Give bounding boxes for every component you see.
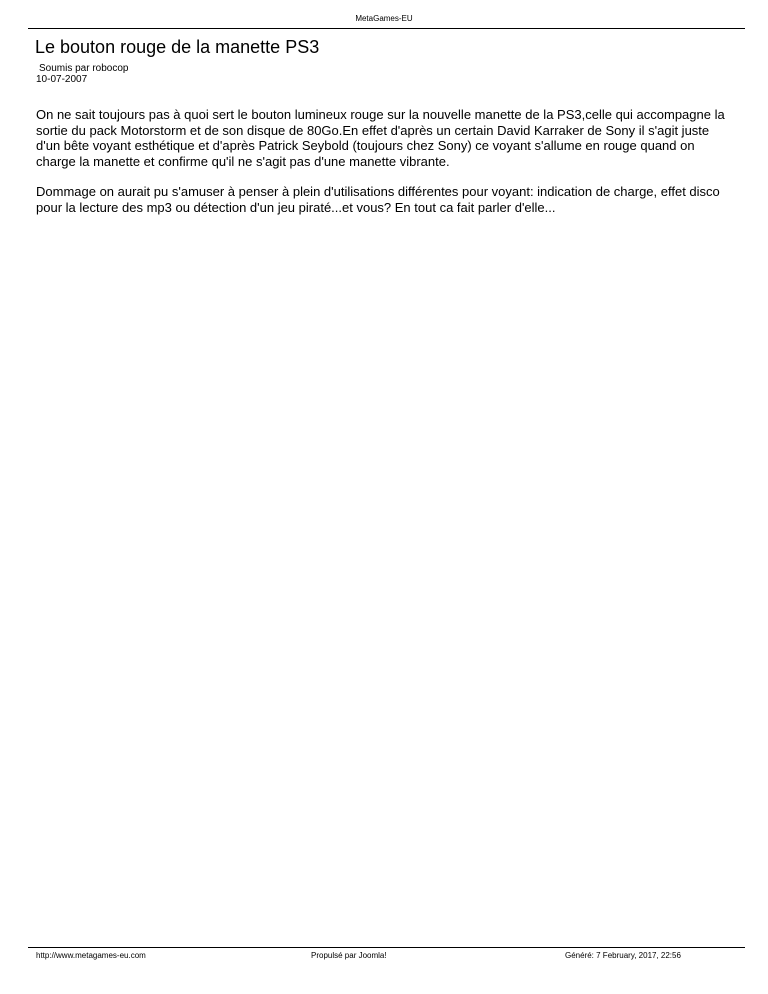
site-header: MetaGames-EU [355, 14, 413, 23]
article-body [36, 107, 736, 230]
article-paragraph: On ne sait toujours pas à quoi sert le bouton lumineux rouge sur la nouvelle manette de la PS3,celle qui accompagne la sortie du pack Motorstorm et de son disque de 80Go.En effet d'après un certain David Karraker de Sony il s'agit juste d'un bête voyant esthétique et d'après Patrick Seybold (toujours chez Sony) ce voyant s'allume en rouge quand on charge la manette et confirme qu'il ne s'agit pas d'une manette vibrante. [36, 107, 725, 169]
article-meta [36, 63, 129, 85]
footer-generated-date: Généré: 7 February, 2017, 22:56 [565, 951, 681, 960]
footer-divider [28, 947, 745, 948]
article-author: Soumis par robocop [39, 63, 129, 74]
article-paragraph: Dommage on aurait pu s'amuser à penser à plein d'utilisations différentes pour voyant: indication de charge, effet disco pour la lecture des mp3 ou détection d'un jeu piraté...et vous? En tout ca fait parler d'elle... [36, 184, 720, 215]
article-date: 10-07-2007 [36, 74, 88, 85]
article-title: Le bouton rouge de la manette PS3 [35, 37, 320, 57]
footer-powered-by: Propulsé par Joomla! [311, 951, 387, 960]
header-divider [28, 28, 745, 29]
footer-url-link[interactable]: http://www.metagames-eu.com [36, 951, 146, 960]
